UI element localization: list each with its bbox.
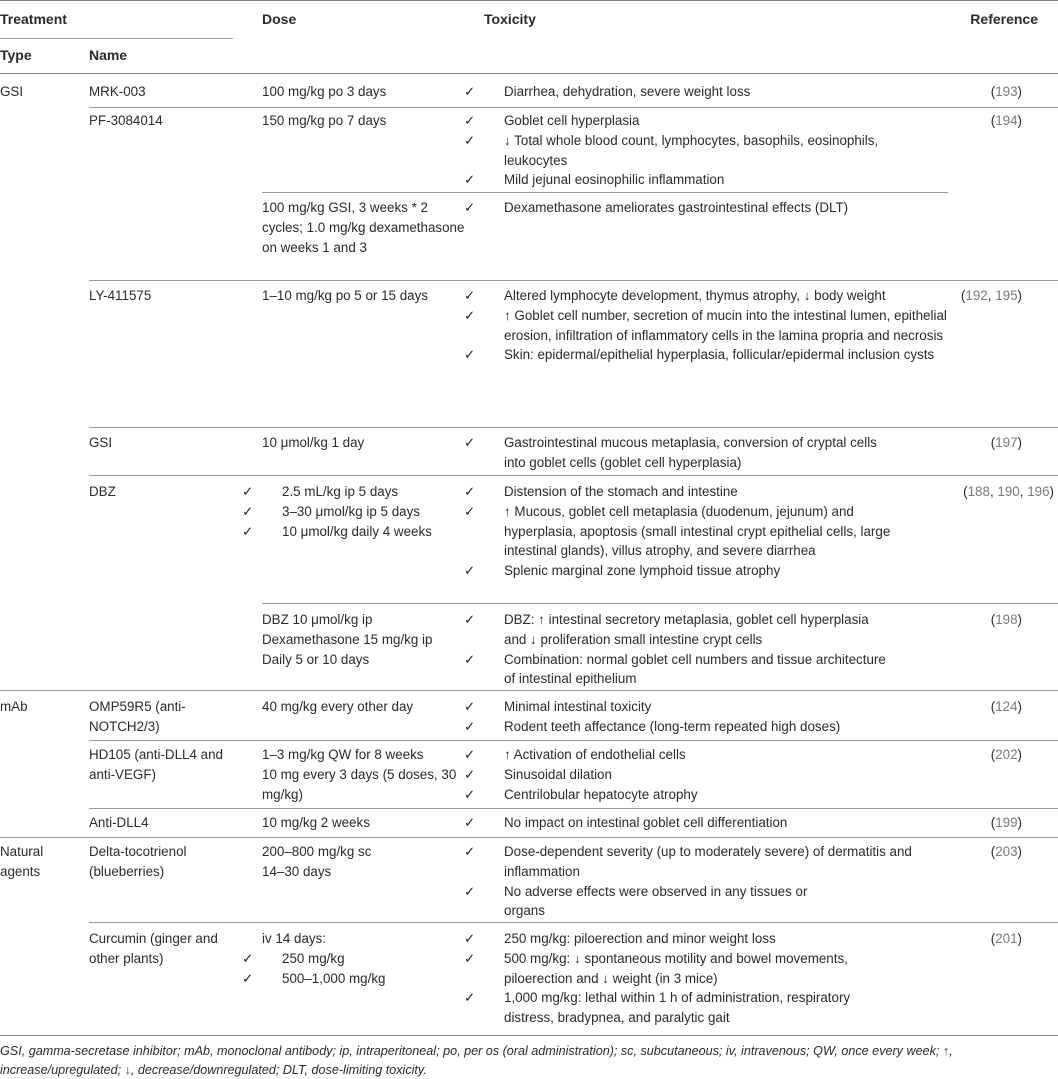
row-dose: 10 μmol/kg 1 day	[262, 435, 365, 450]
check-icon: ✓	[242, 970, 254, 986]
list-item: ✓ 250 mg/kg: piloerection and minor weight loss	[484, 929, 894, 949]
group-rule	[0, 690, 1058, 691]
type-natural: Natural agents	[0, 844, 44, 879]
row-toxicity	[464, 482, 920, 581]
type-gsi: GSI	[0, 84, 24, 99]
row-reference: (193)	[990, 84, 1022, 99]
type-mab: mAb	[0, 699, 28, 714]
row-rule	[89, 107, 1058, 108]
table-footnote: GSI, gamma-secretase inhibitor; mAb, monoclonal antibody; ip, intraperitoneal; po, per os (oral administration); sc, subcutaneous; iv, intravenous; QW, once every week; ↑, increase/upregulated; ↓, decrease/downregulated; DLT, dose-limiting toxicity.	[0, 1044, 953, 1077]
list-item: ✓ No adverse effects were observed in any tissues or organs	[464, 883, 808, 919]
row-toxicity	[464, 286, 954, 365]
list-item: ✓ 500–1,000 mg/kg	[262, 969, 472, 989]
check-icon: ✓	[464, 347, 476, 363]
row-reference: (202)	[990, 747, 1022, 762]
row-name: LY-411575	[89, 288, 152, 303]
list-item: ✓ Centrilobular hepatocyte atrophy	[484, 785, 944, 805]
list-item: ✓ 10 μmol/kg daily 4 weeks	[262, 522, 472, 542]
check-icon: ✓	[464, 990, 476, 1006]
list-item: ✓ Distension of the stomach and intestine	[484, 482, 920, 502]
list-item: ✓ ↑ Goblet cell number, secretion of mucin into the intestinal lumen, epithelial erosion, infiltration of inflammatory cells in the lamina propria and necrosis	[464, 307, 947, 343]
header-reference: Reference	[970, 11, 1038, 27]
row-name: OMP59R5 (anti-NOTCH2/3)	[89, 699, 186, 734]
list-item: ✓ 500 mg/kg: ↓ spontaneous motility and bowel movements, piloerection and ↓ weight (in 3 mice)	[464, 950, 848, 986]
row-reference: (199)	[990, 815, 1022, 830]
row-reference: (203)	[990, 844, 1022, 859]
check-icon: ✓	[464, 931, 476, 946]
row-rule	[89, 922, 1058, 923]
check-icon: ✓	[464, 766, 476, 782]
row-reference: (192, 195)	[960, 288, 1022, 303]
row-toxicity	[464, 610, 894, 689]
row-rule	[89, 427, 1058, 428]
row-dose: 100 mg/kg po 3 days	[262, 84, 387, 99]
list-item: ✓ DBZ: ↑ intestinal secretory metaplasia, goblet cell hyperplasia and ↓ proliferation small intestine crypt cells	[464, 612, 869, 647]
check-icon: ✓	[242, 484, 254, 499]
row-name: MRK-003	[89, 84, 146, 99]
row-toxicity	[464, 111, 944, 190]
row-dose: 1–10 mg/kg po 5 or 15 days	[262, 288, 429, 303]
table-top-rule	[0, 0, 1058, 1]
row-dose: 1–3 mg/kg QW for 8 weeks 10 mg every 3 days (5 doses, 30 mg/kg)	[262, 747, 457, 802]
list-item: ✓ 3–30 μmol/kg ip 5 days	[262, 502, 472, 522]
check-icon: ✓	[464, 172, 476, 188]
check-icon: ✓	[464, 651, 476, 667]
check-icon: ✓	[464, 288, 476, 303]
row-name: PF-3084014	[89, 113, 163, 128]
check-icon: ✓	[464, 132, 476, 148]
header-toxicity: Toxicity	[484, 11, 536, 27]
row-name: DBZ	[89, 484, 116, 499]
list-item: ✓ Diarrhea, dehydration, severe weight loss	[484, 82, 944, 102]
list-item: ✓ Dexamethasone ameliorates gastrointestinal effects (DLT)	[484, 198, 944, 218]
check-icon: ✓	[242, 523, 254, 539]
row-toxicity	[464, 842, 914, 921]
check-icon: ✓	[464, 883, 476, 899]
list-item: ✓ Skin: epidermal/epithelial hyperplasia, follicular/epidermal inclusion cysts	[484, 345, 954, 365]
check-icon: ✓	[464, 815, 476, 830]
list-item: ✓ Rodent teeth affectance (long-term repeated high doses)	[484, 717, 944, 737]
header-rule	[0, 73, 1058, 74]
list-item: ✓ 1,000 mg/kg: lethal within 1 h of administration, respiratory distress, bradypnea, and paralytic gait	[464, 990, 851, 1026]
list-item: ✓ Altered lymphocyte development, thymus atrophy, ↓ body weight	[484, 286, 954, 306]
list-item: ✓ Mild jejunal eosinophilic inflammation	[484, 170, 944, 190]
list-item: ✓ ↑ Activation of endothelial cells	[484, 745, 944, 765]
list-item: ✓ Gastrointestinal mucous metaplasia, conversion of cryptal cells into goblet cells (goblet cell hyperplasia)	[464, 435, 877, 470]
row-dose: iv 14 days: ✓ 250 mg/kg ✓ 500–1,000 mg/kg	[262, 929, 472, 988]
row-reference: (188, 190, 196)	[963, 484, 1054, 499]
check-icon: ✓	[464, 699, 476, 714]
row-dose: 200–800 mg/kg sc 14–30 days	[262, 844, 372, 879]
row-dose	[242, 482, 472, 541]
row-dose: DBZ 10 μmol/kg ip Dexamethasone 15 mg/kg ip Daily 5 or 10 days	[262, 612, 433, 667]
list-item: ✓ 2.5 mL/kg ip 5 days	[262, 482, 472, 502]
list-item: ✓ Sinusoidal dilation	[484, 765, 944, 785]
check-icon: ✓	[464, 200, 476, 215]
header-treatment: Treatment	[0, 11, 67, 27]
row-rule	[89, 280, 1058, 281]
check-icon: ✓	[464, 747, 476, 762]
header-type: Type	[0, 47, 32, 63]
row-name: Anti-DLL4	[89, 815, 149, 830]
row-dose: 100 mg/kg GSI, 3 weeks * 2 cycles; 1.0 mg/kg dexamethasone on weeks 1 and 3	[262, 200, 465, 255]
check-icon: ✓	[464, 484, 476, 499]
group-rule	[0, 837, 1058, 838]
list-item: ✓ ↑ Mucous, goblet cell metaplasia (duodenum, jejunum) and hyperplasia, apoptosis (small intestinal crypt epithelial cells, large intestinal glands), villus atrophy, and severe diarrhea	[464, 503, 891, 559]
row-subrule	[262, 192, 948, 193]
check-icon: ✓	[242, 503, 254, 519]
check-icon: ✓	[464, 950, 476, 966]
check-icon: ✓	[464, 844, 476, 859]
check-icon: ✓	[464, 307, 476, 323]
row-reference: (201)	[990, 931, 1022, 946]
header-subrule	[0, 38, 233, 39]
row-dose: 40 mg/kg every other day	[262, 699, 414, 714]
row-reference: (124)	[990, 699, 1022, 714]
check-icon: ✓	[464, 503, 476, 519]
row-name: Delta-tocotrienol (blueberries)	[89, 844, 187, 879]
row-dose: 10 mg/kg 2 weeks	[262, 815, 370, 830]
list-item: ✓ Combination: normal goblet cell numbers and tissue architecture of intestinal epithelium	[464, 651, 886, 687]
list-item: ✓ No impact on intestinal goblet cell differentiation	[484, 813, 944, 833]
row-reference: (198)	[990, 612, 1022, 627]
list-item: ✓ ↓ Total whole blood count, lymphocytes, basophils, eosinophils, leukocytes	[464, 132, 879, 168]
check-icon: ✓	[464, 435, 476, 450]
row-toxicity	[464, 697, 944, 737]
row-name: Curcumin (ginger and other plants)	[89, 931, 218, 966]
row-toxicity	[464, 813, 944, 833]
check-icon: ✓	[464, 113, 476, 128]
row-toxicity	[464, 82, 944, 102]
row-subrule	[262, 603, 1058, 604]
row-rule	[89, 475, 1058, 476]
check-icon: ✓	[464, 786, 476, 802]
list-item: ✓ Minimal intestinal toxicity	[484, 697, 944, 717]
check-icon: ✓	[464, 84, 476, 99]
table-bottom-rule	[0, 1035, 1058, 1036]
row-rule	[89, 808, 1058, 809]
list-item: ✓ Goblet cell hyperplasia	[484, 111, 944, 131]
header-dose: Dose	[262, 11, 297, 27]
row-reference: (197)	[990, 435, 1022, 450]
row-toxicity	[464, 745, 944, 804]
row-toxicity	[464, 929, 894, 1028]
list-item: ✓ Splenic marginal zone lymphoid tissue atrophy	[484, 561, 920, 581]
row-name: GSI	[89, 435, 113, 450]
check-icon: ✓	[464, 563, 476, 579]
row-name: HD105 (anti-DLL4 and anti-VEGF)	[89, 747, 223, 782]
list-item: ✓ 250 mg/kg	[262, 949, 472, 969]
row-toxicity	[464, 433, 884, 473]
list-item: ✓ Dose-dependent severity (up to moderately severe) of dermatitis and inflammation	[464, 844, 912, 879]
check-icon: ✓	[242, 950, 254, 966]
check-icon: ✓	[464, 612, 476, 627]
row-dose: 150 mg/kg po 7 days	[262, 113, 387, 128]
row-reference: (194)	[990, 113, 1022, 128]
row-rule	[89, 740, 1058, 741]
header-name: Name	[89, 47, 128, 63]
row-toxicity	[464, 198, 944, 218]
check-icon: ✓	[464, 718, 476, 734]
